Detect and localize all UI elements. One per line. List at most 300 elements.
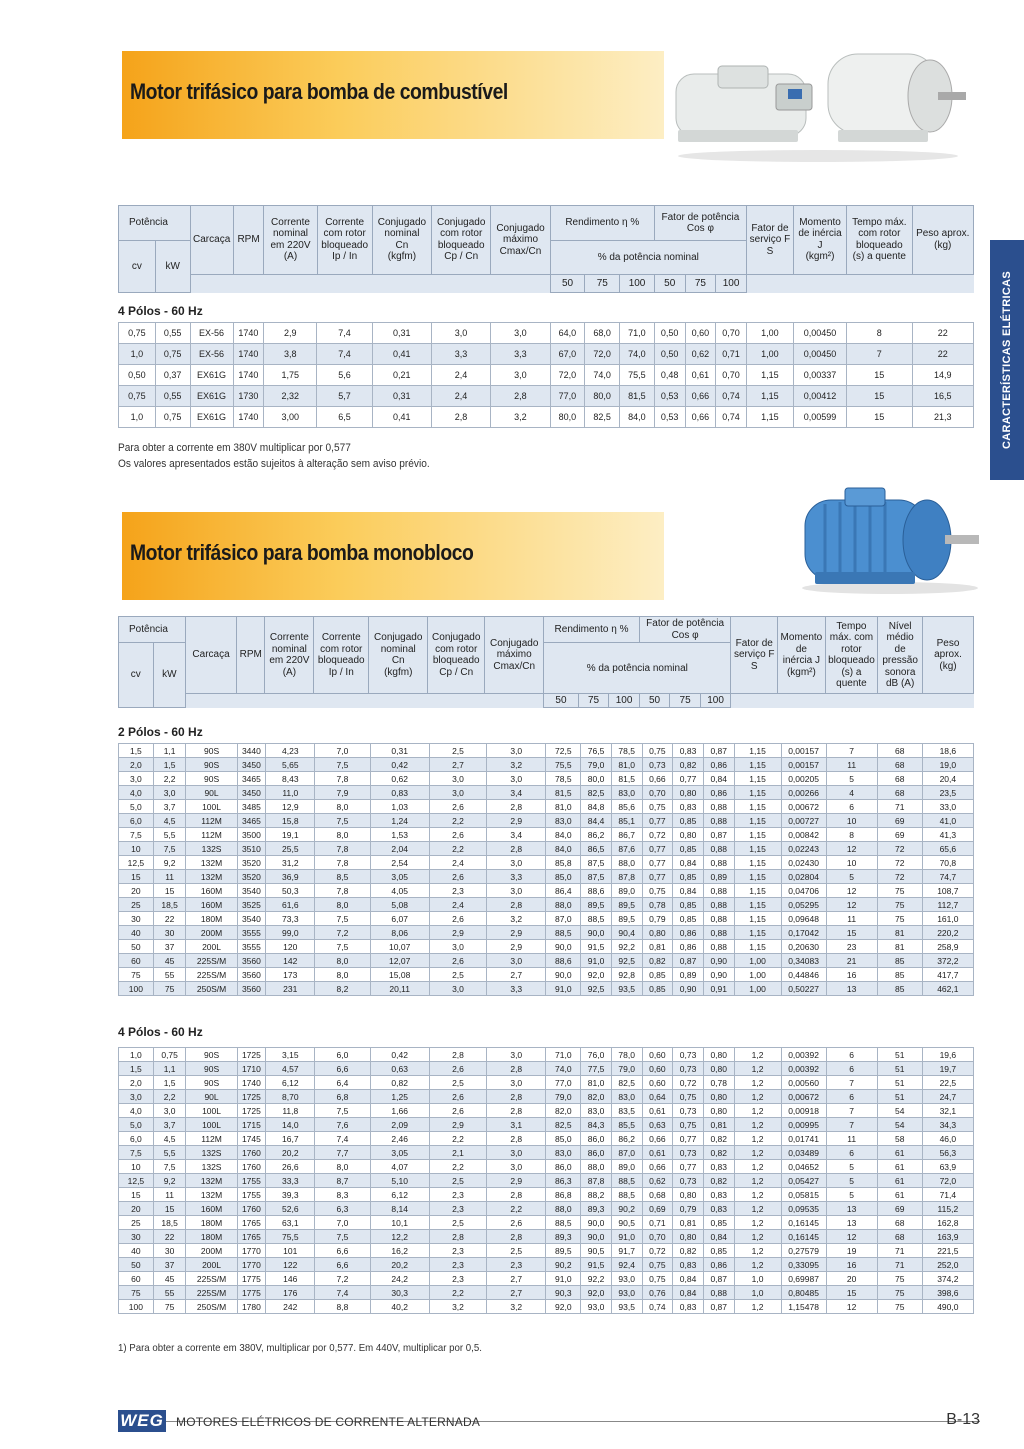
table-cell: 4,5 [153, 1132, 186, 1146]
table-cell: 3450 [237, 786, 266, 800]
table-cell: 72,0 [585, 344, 620, 365]
table-cell: 2,6 [429, 954, 486, 968]
table-cell: 0,75 [673, 1118, 704, 1132]
table-cell: 0,80 [673, 786, 704, 800]
table-cell: 86,0 [581, 1146, 612, 1160]
table-cell: 90L [186, 786, 237, 800]
table-cell: 15 [153, 884, 186, 898]
table-cell: 75 [119, 968, 154, 982]
table-cell: 88,5 [546, 1216, 581, 1230]
table-cell: 3,2 [487, 1300, 546, 1314]
table-cell: 86,2 [611, 1132, 642, 1146]
table-cell: 0,31 [372, 386, 431, 407]
table-row [119, 982, 974, 996]
table-cell: 1765 [237, 1230, 266, 1244]
table-cell: 4,5 [153, 814, 186, 828]
table-cell: 67,0 [550, 344, 585, 365]
table-cell: 71 [877, 1244, 922, 1258]
table-cell: 1,66 [370, 1104, 429, 1118]
table-cell: 0,71 [716, 344, 747, 365]
table-cell: 4 [826, 786, 877, 800]
table-cell: 78,5 [546, 772, 581, 786]
table-cell: 10 [826, 814, 877, 828]
table-cell: 1,0 [734, 1286, 781, 1300]
table-cell: 2,3 [429, 1188, 486, 1202]
table-cell: 163,9 [922, 1230, 973, 1244]
header-conjugado-nominal: Conjugado nominal Cn (kgfm) [369, 617, 428, 694]
table-cell: 88,5 [611, 1174, 642, 1188]
header-corrente-rotor: Corrente com rotor bloqueado Ip / In [314, 617, 369, 694]
table-cell: 1,5 [153, 758, 186, 772]
table-cell: 0,63 [642, 1118, 673, 1132]
table-row [119, 842, 974, 856]
table-row [119, 1202, 974, 1216]
table-cell: 75 [877, 1286, 922, 1300]
table-cell: 2,9 [487, 814, 546, 828]
table-cell: 8,5 [315, 870, 370, 884]
table-cell: 89,3 [581, 1202, 612, 1216]
table-cell: 68 [877, 758, 922, 772]
table-cell: 16,7 [266, 1132, 315, 1146]
table-cell: 0,84 [703, 1230, 734, 1244]
table-cell: 9,2 [153, 1174, 186, 1188]
table-row [119, 1160, 974, 1174]
table-cell: 90S [186, 758, 237, 772]
table-cell: 15,08 [370, 968, 429, 982]
table-cell: 0,50227 [781, 982, 826, 996]
table-cell: 88,0 [581, 1160, 612, 1174]
table-cell: 132M [186, 856, 237, 870]
table-cell: 75 [877, 1272, 922, 1286]
table-cell: 1755 [237, 1174, 266, 1188]
table-cell: 2,0 [119, 758, 154, 772]
table-cell: 374,2 [922, 1272, 973, 1286]
table-cell: 80,0 [585, 386, 620, 407]
table-cell: 89,5 [611, 912, 642, 926]
table-cell: 200L [186, 1258, 237, 1272]
table-cell: 2,7 [487, 968, 546, 982]
table-cell: 0,62 [685, 344, 716, 365]
table-cell: 90,3 [546, 1286, 581, 1300]
table-cell: 1,2 [734, 1160, 781, 1174]
table-cell: 0,80 [703, 1090, 734, 1104]
table-cell: 0,77 [642, 842, 673, 856]
header-peso: Peso aprox. (kg) [922, 617, 973, 694]
table-cell: 1775 [237, 1286, 266, 1300]
table-cell: 0,75 [642, 1272, 673, 1286]
header-carcaca: Carcaça [186, 617, 237, 694]
table-cell: 0,75 [119, 386, 156, 407]
table-cell: 6,12 [266, 1076, 315, 1090]
table-cell: 0,88 [703, 814, 734, 828]
table-cell: 1,5 [119, 1062, 154, 1076]
table-cell: 0,72 [642, 828, 673, 842]
table-cell: 6,6 [315, 1062, 370, 1076]
table-cell: 0,70 [642, 1230, 673, 1244]
table-cell: 3450 [237, 758, 266, 772]
header-rpm: RPM [236, 617, 264, 694]
table-cell: 0,87 [703, 1300, 734, 1314]
table-cell: 1,00 [746, 323, 793, 344]
table-cell: 75 [153, 1300, 186, 1314]
table-cell: 3465 [237, 814, 266, 828]
table-cell: 0,75 [642, 800, 673, 814]
table-cell: 91,5 [581, 940, 612, 954]
table-cell: 15 [119, 870, 154, 884]
table-cell: 0,00205 [781, 772, 826, 786]
table-cell: 0,00392 [781, 1048, 826, 1062]
page-number: B-13 [946, 1411, 980, 1428]
table-cell: 30 [119, 912, 154, 926]
header-rendimento: Rendimento η % [544, 617, 640, 643]
table-cell: 13 [826, 1202, 877, 1216]
table-cell: 0,89 [673, 968, 704, 982]
table-row [119, 1090, 974, 1104]
table-cell: 78,5 [611, 744, 642, 758]
header-nivel-sonoro: Nível médio de pressão sonora dB (A) [878, 617, 923, 694]
table-cell: 2,8 [491, 386, 550, 407]
table-cell: 1,00 [734, 968, 781, 982]
table-cell: 84,3 [581, 1118, 612, 1132]
table-cell: 7,5 [119, 1146, 154, 1160]
table-row [119, 1216, 974, 1230]
table-cell: 417,7 [922, 968, 973, 982]
table-cell: 68 [877, 786, 922, 800]
table-cell: 1745 [237, 1132, 266, 1146]
table-cell: 0,87 [703, 828, 734, 842]
table-cell: 0,77 [673, 1160, 704, 1174]
header-50: 50 [654, 274, 685, 292]
table-cell: 0,88 [703, 912, 734, 926]
table-cell: 90,0 [581, 926, 612, 940]
table-cell: 82,5 [611, 1076, 642, 1090]
table-cell: 0,74 [642, 1300, 673, 1314]
table-cell: 91,0 [546, 982, 581, 996]
table-cell: 90S [186, 772, 237, 786]
table-cell: 18,5 [153, 1216, 186, 1230]
table-cell: 92,5 [611, 954, 642, 968]
table-cell: 2,8 [429, 1048, 486, 1062]
header-corrente-nominal: Corrente nominal em 220V (A) [265, 617, 314, 694]
table-cell: 0,37 [155, 365, 190, 386]
table-cell: 2,9 [429, 1118, 486, 1132]
table-cell: 5 [826, 1174, 877, 1188]
table-row [119, 1258, 974, 1272]
table-cell: 3,0 [119, 772, 154, 786]
table-cell: 75 [119, 1286, 154, 1300]
table-cell: 5,7 [317, 386, 372, 407]
table-cell: 93,0 [581, 1300, 612, 1314]
table-cell: 1,15 [734, 814, 781, 828]
table-cell: 51 [877, 1090, 922, 1104]
table-cell: 372,2 [922, 954, 973, 968]
table-cell: 90,4 [611, 926, 642, 940]
table-cell: 82,0 [546, 1104, 581, 1118]
table-cell: 7,5 [119, 828, 154, 842]
table-cell: 54 [877, 1118, 922, 1132]
table-cell: 6,07 [370, 912, 429, 926]
table-cell: 40 [119, 926, 154, 940]
table-cell: 2,2 [429, 1286, 486, 1300]
table-row [119, 1244, 974, 1258]
table-cell: 79,0 [611, 1062, 642, 1076]
table-cell: 0,90 [703, 968, 734, 982]
table-cell: 85,8 [546, 856, 581, 870]
table-cell: 82,0 [581, 1090, 612, 1104]
table-cell: 0,80 [703, 1048, 734, 1062]
table-row [119, 1272, 974, 1286]
table-cell: 1,00 [734, 954, 781, 968]
table-cell: 7,5 [315, 1230, 370, 1244]
table-cell: 0,73 [673, 1048, 704, 1062]
table-cell: 3,05 [370, 870, 429, 884]
table-cell: 0,73 [673, 1104, 704, 1118]
table-cell: 0,00337 [793, 365, 846, 386]
table-cell: 7,8 [315, 884, 370, 898]
header-fator-potencia: Fator de potência Cos φ [639, 617, 731, 643]
table-cell: 90,0 [581, 1230, 612, 1244]
table-cell: 0,84 [703, 772, 734, 786]
table-cell: 90,0 [546, 940, 581, 954]
table-cell: 225S/M [186, 1286, 237, 1300]
table-cell: 0,69 [642, 1202, 673, 1216]
table-cell: 1765 [237, 1216, 266, 1230]
table-cell: 180M [186, 1216, 237, 1230]
table-cell: 2,3 [429, 1202, 486, 1216]
table-cell: 0,80 [703, 1062, 734, 1076]
table-cell: 252,0 [922, 1258, 973, 1272]
table-cell: 41,0 [922, 814, 973, 828]
table-cell: 200L [186, 940, 237, 954]
table-cell: 7,0 [315, 744, 370, 758]
table-cell: 0,00727 [781, 814, 826, 828]
table-cell: 86,0 [581, 1132, 612, 1146]
table-cell: 0,82 [673, 758, 704, 772]
table-cell: 5,10 [370, 1174, 429, 1188]
table-row [119, 898, 974, 912]
table-cell: 0,77 [673, 772, 704, 786]
table-cell: 30 [119, 1230, 154, 1244]
table-row [119, 884, 974, 898]
table-cell: 10,07 [370, 940, 429, 954]
table-cell: 25 [119, 898, 154, 912]
table-cell: 142 [266, 954, 315, 968]
table-cell: 100 [119, 982, 154, 996]
table-cell: 5,0 [119, 800, 154, 814]
table-cell: 3510 [237, 842, 266, 856]
table-cell: 90,0 [546, 968, 581, 982]
table-cell: 2,6 [429, 870, 486, 884]
table-cell: 85,1 [611, 814, 642, 828]
table-cell: 0,85 [673, 814, 704, 828]
table-cell: 2,2 [429, 1160, 486, 1174]
table-cell: 90S [186, 1048, 237, 1062]
table-cell: 2,6 [429, 912, 486, 926]
table-cell: 7,7 [315, 1146, 370, 1160]
table-row [119, 954, 974, 968]
table-cell: 1,15478 [781, 1300, 826, 1314]
table-cell: 8,0 [315, 828, 370, 842]
table-cell: 2,9 [487, 940, 546, 954]
table-cell: 132M [186, 1188, 237, 1202]
table-cell: 0,50 [654, 323, 685, 344]
table-cell: 2,32 [264, 386, 317, 407]
table-cell: 8,0 [315, 898, 370, 912]
table-row [119, 1076, 974, 1090]
table-cell: 1740 [233, 407, 264, 428]
table-cell: 146 [266, 1272, 315, 1286]
table-cell: 93,5 [611, 1300, 642, 1314]
table-cell: EX61G [190, 365, 233, 386]
table-cell: 51 [877, 1076, 922, 1090]
table-cell: 1,1 [153, 1062, 186, 1076]
table-cell: 0,53 [654, 386, 685, 407]
table-cell: 6,6 [315, 1258, 370, 1272]
table-cell: 0,89 [703, 870, 734, 884]
table-cell: 2,8 [487, 800, 546, 814]
table-cell: 2,4 [429, 898, 486, 912]
table-cell: 3,3 [491, 344, 550, 365]
table-cell: 3,0 [487, 1076, 546, 1090]
table-cell: 85,0 [546, 870, 581, 884]
table-cell: 0,81 [673, 1216, 704, 1230]
table-cell: 75 [877, 884, 922, 898]
table-cell: 75,5 [546, 758, 581, 772]
table-cell: 0,77 [673, 1132, 704, 1146]
table-cell: 7,4 [315, 1132, 370, 1146]
table-cell: 4,23 [266, 744, 315, 758]
table-cell: 5,5 [153, 828, 186, 842]
table-cell: 160M [186, 1202, 237, 1216]
table-cell: 3,0 [119, 1090, 154, 1104]
table-cell: 15 [847, 407, 912, 428]
table-cell: 0,88 [703, 926, 734, 940]
table-cell: 0,75 [155, 407, 190, 428]
table-cell: 462,1 [922, 982, 973, 996]
table-cell: 0,42 [370, 758, 429, 772]
table-cell: 1715 [237, 1118, 266, 1132]
table-cell: 0,09535 [781, 1202, 826, 1216]
table-cell: 90,5 [611, 1216, 642, 1230]
table-cell: 8,70 [266, 1090, 315, 1104]
table-cell: 7 [826, 1076, 877, 1090]
table-cell: 76,5 [581, 744, 612, 758]
table-cell: 0,03489 [781, 1146, 826, 1160]
table-row [119, 344, 974, 365]
table-cell: 3,00 [264, 407, 317, 428]
table-cell: 93,0 [611, 1286, 642, 1300]
data-table-monobloco-2p [118, 743, 974, 996]
table-cell: 5 [826, 1160, 877, 1174]
table-cell: 19,7 [922, 1062, 973, 1076]
table-cell: 1755 [237, 1188, 266, 1202]
header-75: 75 [685, 274, 716, 292]
note-alteracao: Os valores apresentados estão sujeitos à alteração sem aviso prévio. [118, 458, 430, 470]
table-cell: 3440 [237, 744, 266, 758]
header-potencia: Potência [119, 206, 191, 241]
table-cell: 71 [877, 800, 922, 814]
table-cell: 0,66 [685, 407, 716, 428]
table-cell: 0,55 [155, 323, 190, 344]
table-cell: 0,77 [642, 814, 673, 828]
table-cell: 7,8 [315, 856, 370, 870]
table-cell: 83,0 [611, 1090, 642, 1104]
table-row [119, 1286, 974, 1300]
table-cell: 0,88 [703, 940, 734, 954]
table-cell: 90L [186, 1090, 237, 1104]
table-cell: 8,2 [315, 982, 370, 996]
table-cell: 0,82 [642, 954, 673, 968]
table-cell: 7,4 [315, 1286, 370, 1300]
table-cell: 61 [877, 1188, 922, 1202]
table-cell: 37 [153, 940, 186, 954]
table-cell: 0,75 [642, 884, 673, 898]
table-cell: 1,15 [734, 884, 781, 898]
table-cell: 0,86 [673, 940, 704, 954]
table-cell: 79,0 [546, 1090, 581, 1104]
table-cell: 3,0 [487, 744, 546, 758]
table-cell: 63,1 [266, 1216, 315, 1230]
table-cell: 45 [153, 1272, 186, 1286]
table-cell: 1,5 [119, 744, 154, 758]
table-cell: 2,3 [429, 1272, 486, 1286]
table-row [119, 1048, 974, 1062]
table-cell: 39,3 [266, 1188, 315, 1202]
table-row [119, 365, 974, 386]
table-row [119, 386, 974, 407]
table-cell: 0,72 [673, 1076, 704, 1090]
table-cell: 0,86 [673, 926, 704, 940]
table-header-combustivel [118, 205, 974, 293]
table-cell: 76,0 [581, 1048, 612, 1062]
table-cell: 0,80485 [781, 1286, 826, 1300]
table-cell: 89,0 [611, 1160, 642, 1174]
table-cell: 1,15 [734, 912, 781, 926]
table-cell: 1,15 [734, 786, 781, 800]
table-cell: 0,88 [703, 884, 734, 898]
table-cell: 3540 [237, 884, 266, 898]
table-cell: 68 [877, 772, 922, 786]
table-cell: 74,0 [620, 344, 655, 365]
table-cell: 2,2 [429, 842, 486, 856]
table-cell: 0,00450 [793, 323, 846, 344]
table-cell: 1,15 [746, 365, 793, 386]
table-row [119, 940, 974, 954]
table-cell: 82,5 [546, 1118, 581, 1132]
table-row [119, 1230, 974, 1244]
table-cell: 87,5 [581, 856, 612, 870]
table-cell: 3560 [237, 982, 266, 996]
table-cell: 1,2 [734, 1300, 781, 1314]
table-cell: 88,5 [581, 912, 612, 926]
table-cell: 2,6 [429, 800, 486, 814]
header-pct-nominal: % da potência nominal [550, 241, 746, 275]
table-cell: 68,0 [585, 323, 620, 344]
table-cell: 92,5 [581, 982, 612, 996]
table-cell: 100 [119, 1300, 154, 1314]
table-cell: 7,5 [153, 1160, 186, 1174]
table-cell: 55 [153, 968, 186, 982]
table-cell: 1770 [237, 1244, 266, 1258]
table-cell: 19,6 [922, 1048, 973, 1062]
table-cell: 7,2 [315, 1272, 370, 1286]
table-cell: 0,85 [673, 912, 704, 926]
table-cell: 9,2 [153, 856, 186, 870]
table-cell: 87,0 [611, 1146, 642, 1160]
table-cell: 0,60 [685, 323, 716, 344]
table-cell: 8,14 [370, 1202, 429, 1216]
table-cell: 10,1 [370, 1216, 429, 1230]
